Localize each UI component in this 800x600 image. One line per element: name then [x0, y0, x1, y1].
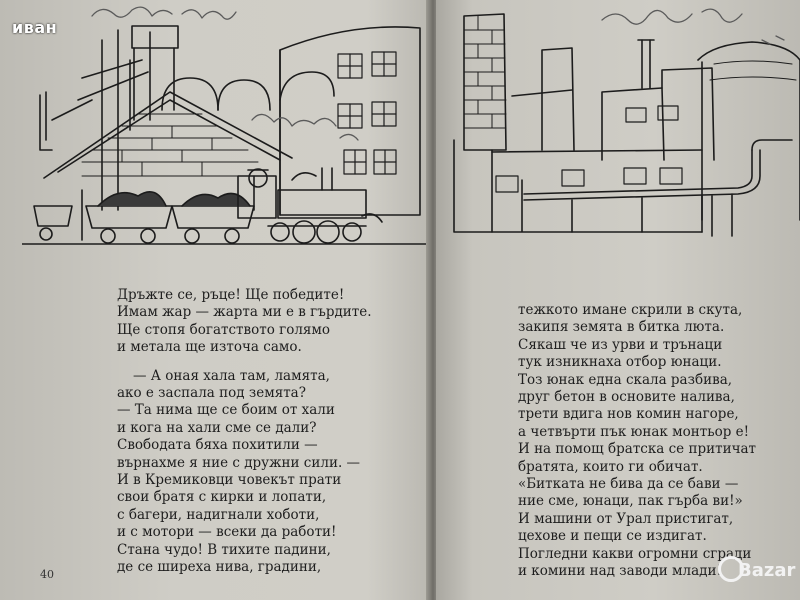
logo-text: Bazar — [738, 560, 796, 581]
page-number: 40 — [40, 568, 54, 581]
poem-line: а четвърти пък юнак монтьор е! — [518, 423, 750, 440]
poem-line: Свободата бяха похитили — — [117, 437, 318, 454]
poem-line: друг бетон в основите налива, — [518, 389, 735, 406]
poem-line: Сякаш че из урви и трънаци — [518, 336, 723, 353]
poem-line: свои братя с кирки и лопати, — [117, 489, 327, 506]
poem-line: И машини от Урал пристигат, — [518, 510, 734, 527]
poem-line: и метала ще източа само. — [117, 339, 302, 356]
poem-line: трети вдига нов комин нагоре, — [518, 406, 739, 423]
factory-train-illustration — [22, 0, 428, 250]
poem-line: Стана чудо! В тихите падини, — [117, 541, 331, 558]
poem-line: закипя земята в битка люта. — [518, 319, 725, 336]
poem-line: Погледни какви огромни сгради — [518, 545, 752, 562]
poem-line: Тоз юнак една скала разбива, — [518, 371, 733, 388]
poem-line: и комини над заводи млади! — [518, 563, 722, 580]
poem-line: и кога на хали сме се дали? — [117, 419, 317, 436]
poem-line: Ще стопя богатството голямо — [117, 321, 331, 338]
poem-line: — Та нима ще се боим от хали — [117, 402, 335, 419]
poem-line: — А оная хала там, ламята, — [133, 367, 330, 384]
poem-line: върнахме я ние с дружни сили. — — [117, 454, 361, 471]
poem-line: Имам жар — жарта ми е в гърдите. — [117, 304, 372, 321]
poem-line: тежкото имане скрили в скута, — [518, 302, 743, 318]
poem-right — [518, 302, 756, 581]
poem-left — [117, 287, 372, 577]
poem-line: И в Кремиковци човекът прати — [117, 472, 342, 489]
marketplace-logo — [718, 552, 800, 592]
poem-line: ние сме, юнаци, пак гърба ви!» — [518, 493, 743, 510]
poem-line: цехове и пещи се издигат. — [518, 528, 707, 545]
poem-line: братята, които ги обичат. — [518, 458, 703, 475]
poem-line: и с мотори — всеки да работи! — [117, 524, 337, 541]
poem-line: с багери, надигнали хоботи, — [117, 506, 320, 523]
poem-line: тук изникнаха отбор юнаци. — [518, 354, 722, 371]
poem-line: Дръжте се, ръце! Ще победите! — [117, 287, 345, 303]
stanza-gap — [117, 357, 372, 368]
seller-watermark: иван — [12, 18, 58, 37]
poem-line: И на помощ братска се притичат — [518, 441, 757, 458]
poem-line: ако е заспала под земята? — [117, 385, 306, 402]
plant-chimneys-illustration — [452, 0, 800, 250]
poem-line: де се ширеха нива, градини, — [117, 559, 322, 576]
poem-line: «Битката не бива да се бави — — [518, 476, 739, 493]
